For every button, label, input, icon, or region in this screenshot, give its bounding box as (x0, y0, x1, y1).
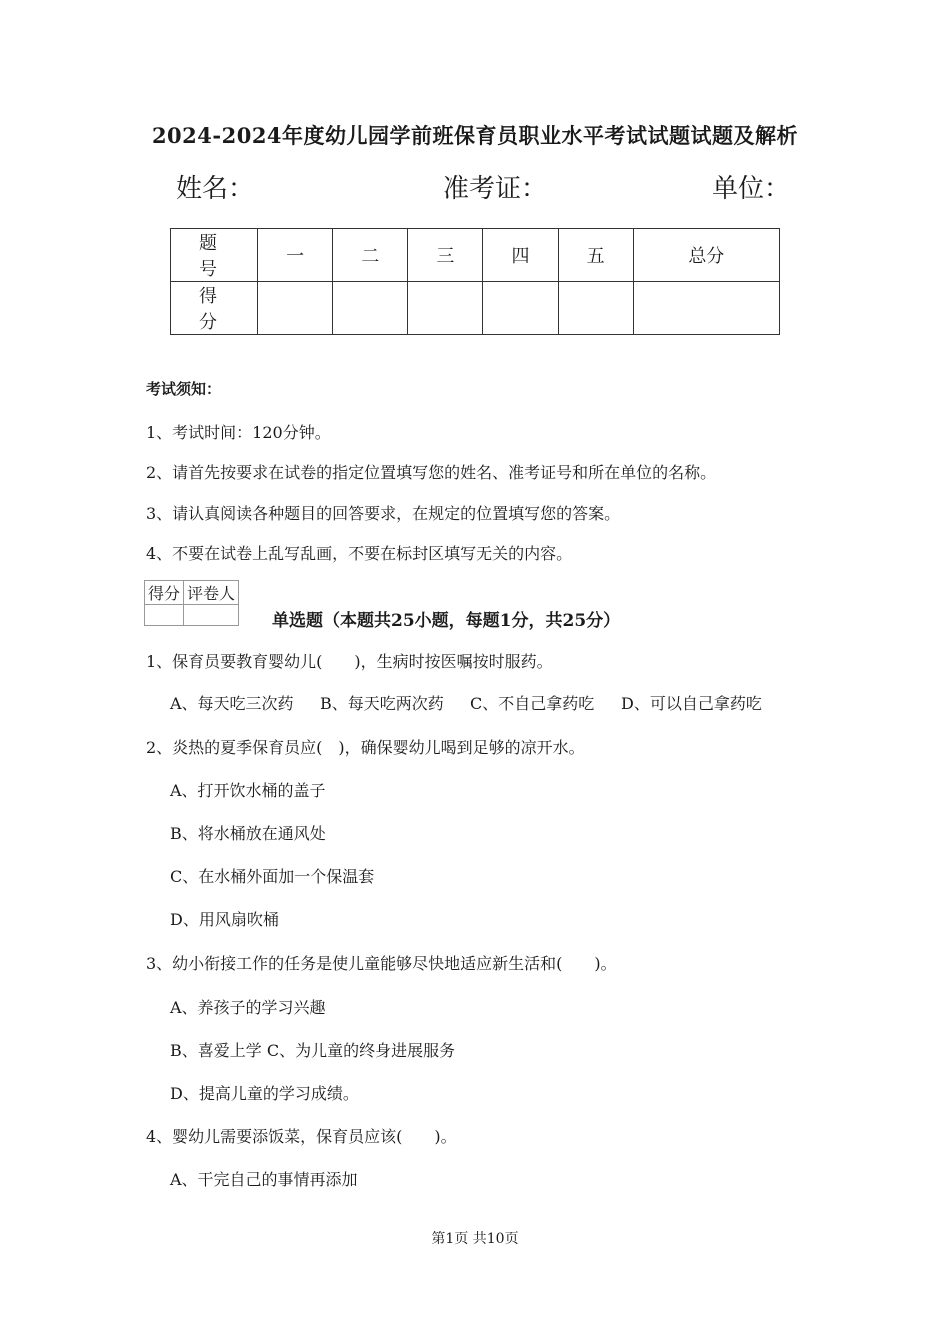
notice-item: 1、考试时间：120分钟。 (146, 423, 331, 442)
exam-number-label: 准考证： (443, 174, 548, 204)
score-table-header-cell: 总分 (633, 229, 779, 282)
score-cell[interactable] (633, 282, 779, 335)
question-stem: 4、婴幼儿需要添饭菜，保育员应该( )。 (146, 1127, 457, 1146)
question-option[interactable]: D、可以自己拿药吃 (621, 694, 762, 713)
grader-box (144, 580, 239, 626)
score-cell[interactable] (333, 282, 408, 335)
score-table-score-row (171, 282, 780, 335)
score-cell[interactable] (258, 282, 333, 335)
page-footer: 第1页 共10页 (431, 1231, 519, 1247)
question-option[interactable]: D、提高儿童的学习成绩。 (170, 1084, 359, 1103)
grader-box-score-label: 得分 (145, 581, 184, 605)
question-option[interactable]: A、每天吃三次药 (170, 694, 294, 713)
grader-box-score-cell[interactable] (145, 605, 184, 626)
page-title: 2024-2024年度幼儿园学前班保育员职业水平考试试题试题及解析 (151, 123, 799, 148)
unit-label: 单位： (712, 174, 791, 204)
section-title: 单选题（本题共25小题，每题1分，共25分） (272, 611, 621, 631)
score-table-header-cell: 三 (408, 229, 483, 282)
notice-item: 4、不要在试卷上乱写乱画，不要在标封区填写无关的内容。 (146, 544, 573, 563)
score-table (170, 228, 780, 335)
score-table-header-cell: 题 号 (171, 229, 258, 282)
question-option[interactable]: B、每天吃两次药 (320, 694, 444, 713)
question-option[interactable]: B、喜爱上学 C、为儿童的终身进展服务 (170, 1041, 456, 1060)
notice-heading: 考试须知： (146, 380, 222, 398)
score-table-header-cell: 五 (558, 229, 633, 282)
notice-item: 2、请首先按要求在试卷的指定位置填写您的姓名、准考证号和所在单位的名称。 (146, 463, 717, 482)
question-stem: 2、炎热的夏季保育员应( )，确保婴幼儿喝到足够的凉开水。 (146, 738, 585, 757)
score-table-header-row (171, 229, 780, 282)
question-option[interactable]: C、在水桶外面加一个保温套 (170, 867, 375, 886)
question-option[interactable]: C、不自己拿药吃 (470, 694, 595, 713)
grader-box-grader-cell[interactable] (184, 605, 239, 626)
score-table-header-cell: 一 (258, 229, 333, 282)
score-row-label: 得 分 (171, 282, 258, 335)
question-option[interactable]: A、干完自己的事情再添加 (170, 1170, 358, 1189)
score-cell[interactable] (408, 282, 483, 335)
score-table-header-cell: 四 (483, 229, 558, 282)
question-stem: 1、保育员要教育婴幼儿( )，生病时按医嘱按时服药。 (146, 652, 553, 671)
score-cell[interactable] (558, 282, 633, 335)
grader-box-grader-label: 评卷人 (184, 581, 239, 605)
question-option[interactable]: B、将水桶放在通风处 (170, 824, 326, 843)
question-option[interactable]: D、用风扇吹桶 (170, 910, 279, 929)
score-table-header-cell: 二 (333, 229, 408, 282)
score-cell[interactable] (483, 282, 558, 335)
question-option[interactable]: A、打开饮水桶的盖子 (170, 781, 326, 800)
question-options-row (170, 691, 762, 714)
question-stem: 3、幼小衔接工作的任务是使儿童能够尽快地适应新生活和( )。 (146, 954, 617, 973)
name-label: 姓名： (176, 174, 255, 204)
question-option[interactable]: A、养孩子的学习兴趣 (170, 998, 326, 1017)
notice-item: 3、请认真阅读各种题目的回答要求，在规定的位置填写您的答案。 (146, 504, 621, 523)
